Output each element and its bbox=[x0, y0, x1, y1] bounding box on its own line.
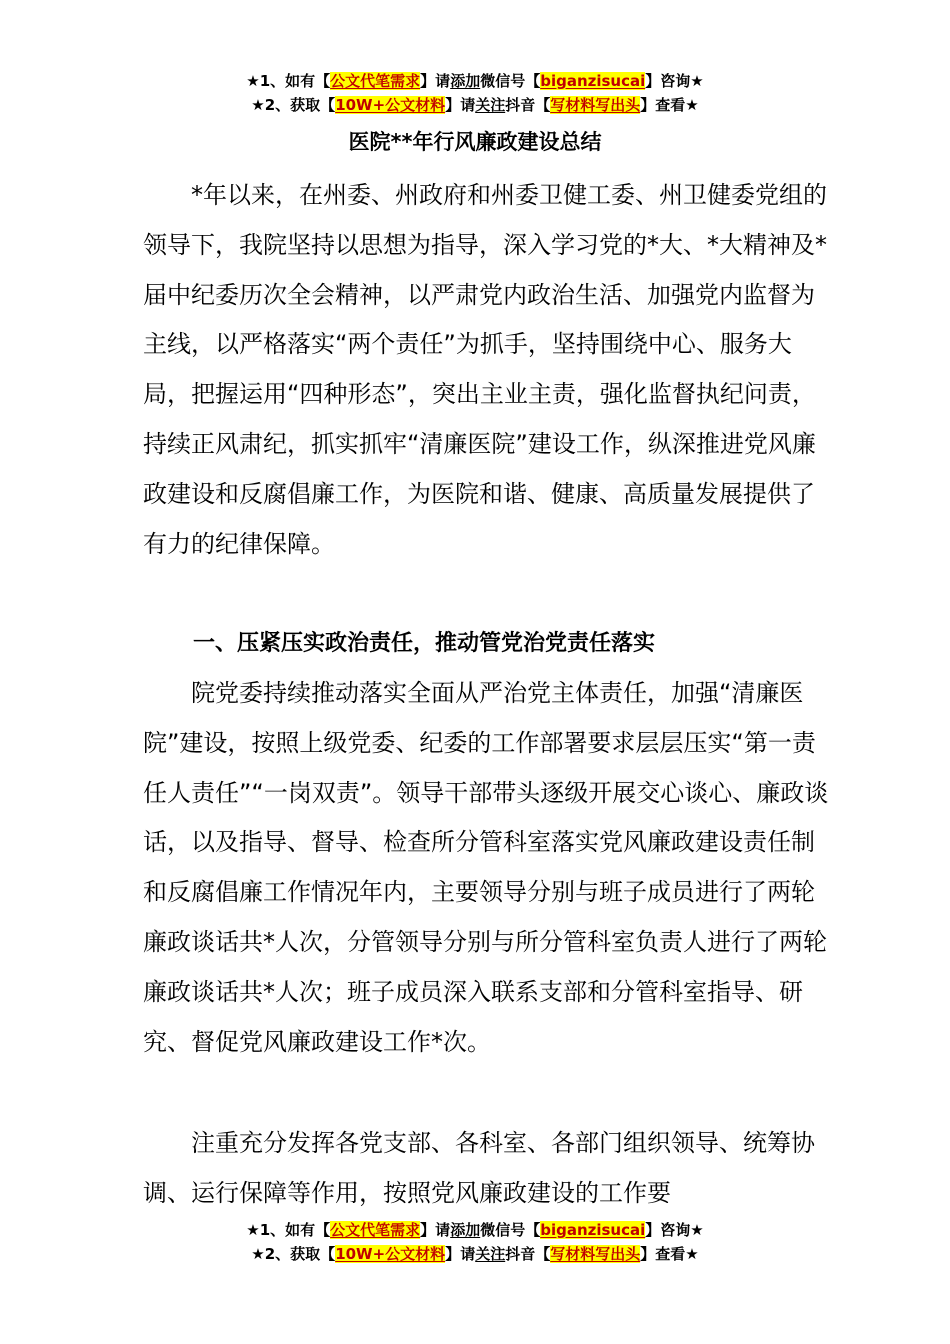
banner-underline: 添加 bbox=[450, 1221, 481, 1239]
banner-line-1 bbox=[0, 70, 950, 92]
banner-text: 抖音【 bbox=[505, 1245, 551, 1263]
banner-text: 】查看★ bbox=[640, 96, 699, 114]
banner-text: 】请 bbox=[445, 96, 476, 114]
paragraph-3: 注重充分发挥各党支部、各科室、各部门组织领导、统筹协调、运行保障等作用，按照党风廉政建设的工作要 bbox=[143, 1129, 815, 1207]
banner-text: 抖音【 bbox=[505, 96, 551, 114]
banner-text: ★1、如有【 bbox=[246, 72, 331, 90]
banner-text: 】请 bbox=[420, 1221, 451, 1239]
banner-highlight: 写材料写出头 bbox=[550, 96, 641, 114]
banner-highlight: biganzisucai bbox=[540, 72, 646, 90]
paragraph-2: 院党委持续推动落实全面从严治党主体责任，加强“清廉医院”建设，按照上级党委、纪委的工作部署要求层层压实“第一责任人责任”“一岗双责”。领导干部带头逐级开展交心谈心、廉政谈话，以及指导、督导、检查所分管科室落实党风廉政建设责任制和反腐倡廉工作情况年内，主要领导分别与班子成员进行了两轮廉政谈话共*人次，分管领导分别与所分管科室负责人进行了两轮廉政谈话共*人次；班子成员深入联系支部和分管科室指导、研究、督促党风廉政建设工作*次。 bbox=[143, 679, 829, 1056]
banner-text: ★2、获取【 bbox=[251, 96, 336, 114]
banner-line-1 bbox=[0, 1219, 950, 1241]
banner-line-2 bbox=[0, 94, 950, 116]
paragraph-1: *年以来，在州委、州政府和州委卫健工委、州卫健委党组的领导下，我院坚持以思想为指导，深入学习党的*大、*大精神及*届中纪委历次全会精神，以严肃党内政治生活、加强党内监督为主线，以严格落实“两个责任”为抓手，坚持围绕中心、服务大局，把握运用“四种形态”，突出主业主责，强化监督执纪问责，持续正风肃纪，抓实抓牢“清廉医院”建设工作，纵深推进党风廉政建设和反腐倡廉工作，为医院和谐、健康、高质量发展提供了有力的纪律保障。 bbox=[143, 181, 827, 558]
banner-text: 微信号【 bbox=[480, 72, 541, 90]
banner-text: ★2、获取【 bbox=[251, 1245, 336, 1263]
banner-underline: 添加 bbox=[450, 72, 481, 90]
banner-highlight: biganzisucai bbox=[540, 1221, 646, 1239]
banner-text: 微信号【 bbox=[480, 1221, 541, 1239]
banner-highlight: 公文代笔需求 bbox=[330, 1221, 421, 1239]
banner-text: 】请 bbox=[445, 1245, 476, 1263]
banner-highlight: 公文代笔需求 bbox=[330, 72, 421, 90]
document-title: 医院**年行风廉政建设总结 bbox=[348, 130, 602, 154]
banner-highlight: 10W+公文材料 bbox=[335, 1245, 446, 1263]
banner-text: 】请 bbox=[420, 72, 451, 90]
banner-underline: 关注 bbox=[475, 96, 506, 114]
section-heading-1: 一、压紧压实政治责任，推动管党治党责任落实 bbox=[193, 631, 656, 656]
banner-text: 】咨询★ bbox=[645, 1221, 704, 1239]
banner-text: ★1、如有【 bbox=[246, 1221, 331, 1239]
banner-text: 】查看★ bbox=[640, 1245, 699, 1263]
banner-highlight: 10W+公文材料 bbox=[335, 96, 446, 114]
banner-underline: 关注 bbox=[475, 1245, 506, 1263]
banner-text: 】咨询★ bbox=[645, 72, 704, 90]
banner-highlight: 写材料写出头 bbox=[550, 1245, 641, 1263]
banner-line-2 bbox=[0, 1243, 950, 1265]
